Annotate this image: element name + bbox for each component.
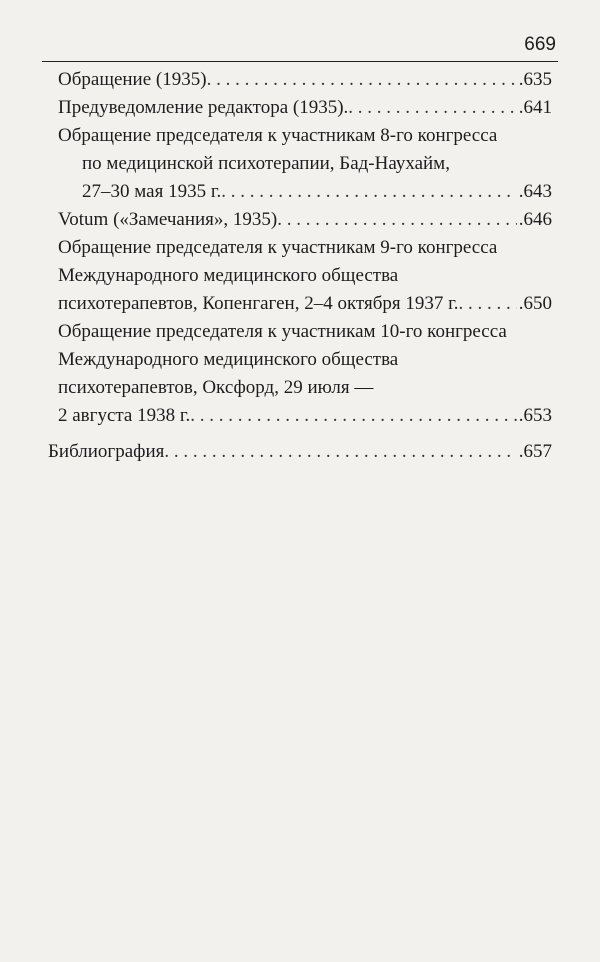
toc-entry-page: .657 bbox=[518, 441, 552, 462]
toc-entry-page: .646 bbox=[518, 209, 552, 230]
toc-entry-continuation: психотерапевтов, Оксфорд, 29 июля — bbox=[58, 377, 374, 398]
leader-dots bbox=[277, 206, 517, 234]
toc-entry bbox=[48, 234, 552, 262]
toc-entry bbox=[48, 318, 552, 346]
toc-entry-title: Обращение (1935) bbox=[58, 69, 207, 90]
leader-dots bbox=[459, 290, 517, 318]
toc-entry-title: Обращение председателя к участникам 10-го конгресса bbox=[58, 321, 507, 342]
toc-entry-continuation: Международного медицинского общества bbox=[58, 349, 399, 370]
toc-entry-title: Предуведомление редактора (1935). bbox=[58, 97, 349, 118]
toc-entry-page: .643 bbox=[518, 181, 552, 202]
toc-entry-page: .653 bbox=[518, 405, 552, 426]
toc-entry bbox=[48, 94, 552, 122]
leader-dots bbox=[221, 178, 517, 206]
toc-entry-continuation: психотерапевтов, Копенгаген, 2–4 октября 1937 г. . . . .650 bbox=[48, 290, 552, 318]
toc-entry-title: Обращение председателя к участникам 8-го конгресса bbox=[58, 125, 498, 146]
toc-entry bbox=[48, 206, 552, 234]
toc-entry-continuation: по медицинской психотерапии, Бад-Наухайм, bbox=[82, 153, 450, 174]
toc-entry-title: Библиография bbox=[48, 441, 165, 462]
header-rule bbox=[42, 61, 558, 62]
toc-entry-continuation: 27–30 мая 1935 г. . . . .643 bbox=[48, 178, 552, 206]
page-number: 669 bbox=[524, 34, 556, 55]
leader-dots bbox=[207, 66, 517, 94]
show-through-bleed bbox=[40, 370, 570, 922]
toc-entry bbox=[48, 66, 552, 94]
toc-entry-title: Votum («Замечания», 1935) bbox=[58, 209, 278, 230]
toc-entry-continuation: 2 августа 1938 г. . . . .653 bbox=[48, 402, 552, 430]
toc-entry-continuation: Международного медицинского общества bbox=[58, 265, 399, 286]
toc-entry-page: .650 bbox=[518, 293, 552, 314]
toc-entry bbox=[48, 122, 552, 150]
toc-entry-page: .641 bbox=[518, 97, 552, 118]
toc-entry-title: Обращение председателя к участникам 9-го конгресса bbox=[58, 237, 498, 258]
toc-entry-page: .635 bbox=[518, 69, 552, 90]
leader-dots bbox=[348, 94, 516, 122]
